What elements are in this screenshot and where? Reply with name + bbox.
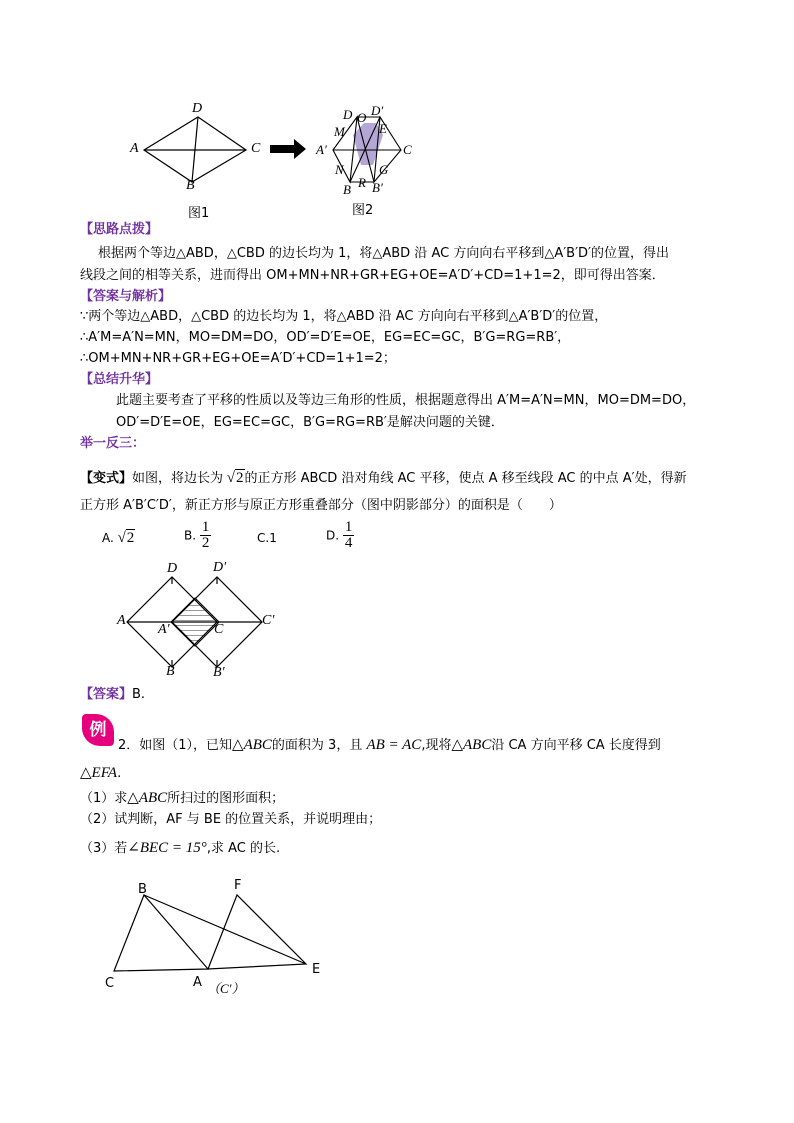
variant-text-1b: 的正方形 ABCD 沿对角线 AC 平移，使点 A 移至线段 AC 的中点 A′处，得新 <box>244 471 687 486</box>
fig2-label-o: O <box>357 110 367 125</box>
hint-line-1: 根据两个等边△ABD，△CBD 的边长均为 1，将△ABD 沿 AC 方向向右平移到△A′B′D′的位置，得出 <box>98 246 669 261</box>
fig2-label-b-prime: B′ <box>372 180 383 195</box>
summary-line-1: 此题主要考查了平移的性质以及等边三角形的性质，根据题意得出 A′M=A′N=MN，MO=DM=DO， <box>116 393 696 408</box>
triangle-abc <box>114 895 208 971</box>
example-badge: 例 <box>82 714 114 746</box>
variant-line-2: 正方形 A′B′C′D′，新正方形与原正方形重叠部分（图中阴影部分）的面积是（ ） <box>80 498 562 513</box>
figure-4 <box>100 880 330 980</box>
fig1-label-b: B <box>186 178 195 193</box>
segment-be <box>144 895 306 964</box>
analysis-line-1: ∵两个等边△ABD，△CBD 的边长均为 1，将△ABD 沿 AC 方向向右平移到△A′B′D′的位置， <box>80 309 608 324</box>
fig2-label-m: M <box>334 124 345 139</box>
fig3-label-c: C <box>214 622 224 637</box>
variant-answer: 【答案】B. <box>80 687 146 702</box>
fig3-label-a-prime: A′ <box>158 622 170 637</box>
option-c[interactable]: C.1 <box>257 531 277 545</box>
example-line-1: 2．如图（1），已知△ABC的面积为 3，且 AB = AC,现将△ABC沿 CA 方向平移 CA 长度得到 <box>118 737 661 753</box>
analysis-heading: 【答案与解析】 <box>80 289 172 304</box>
variant-tag: 【变式】 <box>80 471 133 486</box>
fig4-label-c: C <box>105 976 115 991</box>
hint-heading: 【思路点拨】 <box>80 222 159 237</box>
fig3-label-d-prime: D′ <box>213 560 227 575</box>
option-b[interactable]: B. $\frac{1}{2}$ <box>184 519 210 551</box>
fig1-label-c: C <box>251 141 261 156</box>
fig4-label-e: E <box>312 962 321 977</box>
analysis-line-2: ∴A′M=A′N=MN，MO=DM=DO，OD′=D′E=OE，EG=EC=GC，B′G=RG=RB′， <box>80 330 571 345</box>
question-2: （2）试判断，AF 与 BE 的位置关系，并说明理由； <box>80 812 382 827</box>
arrow-right-icon <box>270 139 308 159</box>
fig3-label-c-prime: C′ <box>262 613 275 628</box>
fig2-label-d-prime: D′ <box>371 103 384 118</box>
question-3: （3）若∠BEC = 15°,求 AC 的长. <box>80 840 281 856</box>
fig4-label-b: B <box>138 882 147 897</box>
example-line-2: △EFA. <box>80 765 122 781</box>
summary-heading: 【总结升华】 <box>80 372 159 387</box>
fig2-label-r: R <box>358 175 366 190</box>
analysis-line-3: ∴OM+MN+NR+GR+EG+OE=A′D′+CD=1+1=2； <box>80 351 396 366</box>
fig3-label-b-prime: B′ <box>213 665 225 680</box>
fig1-label-a: A <box>130 141 139 156</box>
sqrt-2: √2 <box>223 470 244 486</box>
variant-heading: 举一反三： <box>80 436 146 451</box>
option-a[interactable]: A. √2 <box>102 530 135 546</box>
fig2-label-c: C <box>403 142 412 157</box>
fig3-label-b: B <box>166 664 175 679</box>
fig1-label-d: D <box>192 101 203 116</box>
fig2-label-e: E <box>379 121 387 136</box>
summary-line-2: OD′=D′E=OE，EG=EC=GC，B′G=RG=RB′是解决问题的关键． <box>116 415 504 430</box>
hint-line-2: 线段之间的相等关系，进而得出 OM+MN+NR+GR+EG+OE=A′D′+CD=1+1=2，即可得出答案． <box>80 268 665 283</box>
fig2-label-g: G <box>379 162 389 177</box>
fig4-label-c-prime: （C′） <box>207 981 245 996</box>
variant-text-1a: 如图，将边长为 <box>132 471 224 486</box>
fig2-caption: 图2 <box>352 203 374 218</box>
fig3-label-a: A <box>117 613 126 628</box>
fig2-label-a-prime: A′ <box>316 142 327 157</box>
variant-line-1 <box>80 468 687 489</box>
option-d[interactable]: D. $\frac{1}{4}$ <box>326 519 353 551</box>
question-1: （1）求△ABC所扫过的图形面积； <box>80 790 285 806</box>
fig1-caption: 图1 <box>188 206 210 221</box>
fig2-label-b: B <box>343 182 351 197</box>
fig3-label-d: D <box>167 561 178 576</box>
fig4-label-a: A <box>193 975 202 990</box>
fig4-label-f: F <box>234 878 242 893</box>
figure-3 <box>115 560 285 690</box>
fig2-label-n: N <box>335 162 344 177</box>
fig2-label-d: D <box>343 107 353 122</box>
